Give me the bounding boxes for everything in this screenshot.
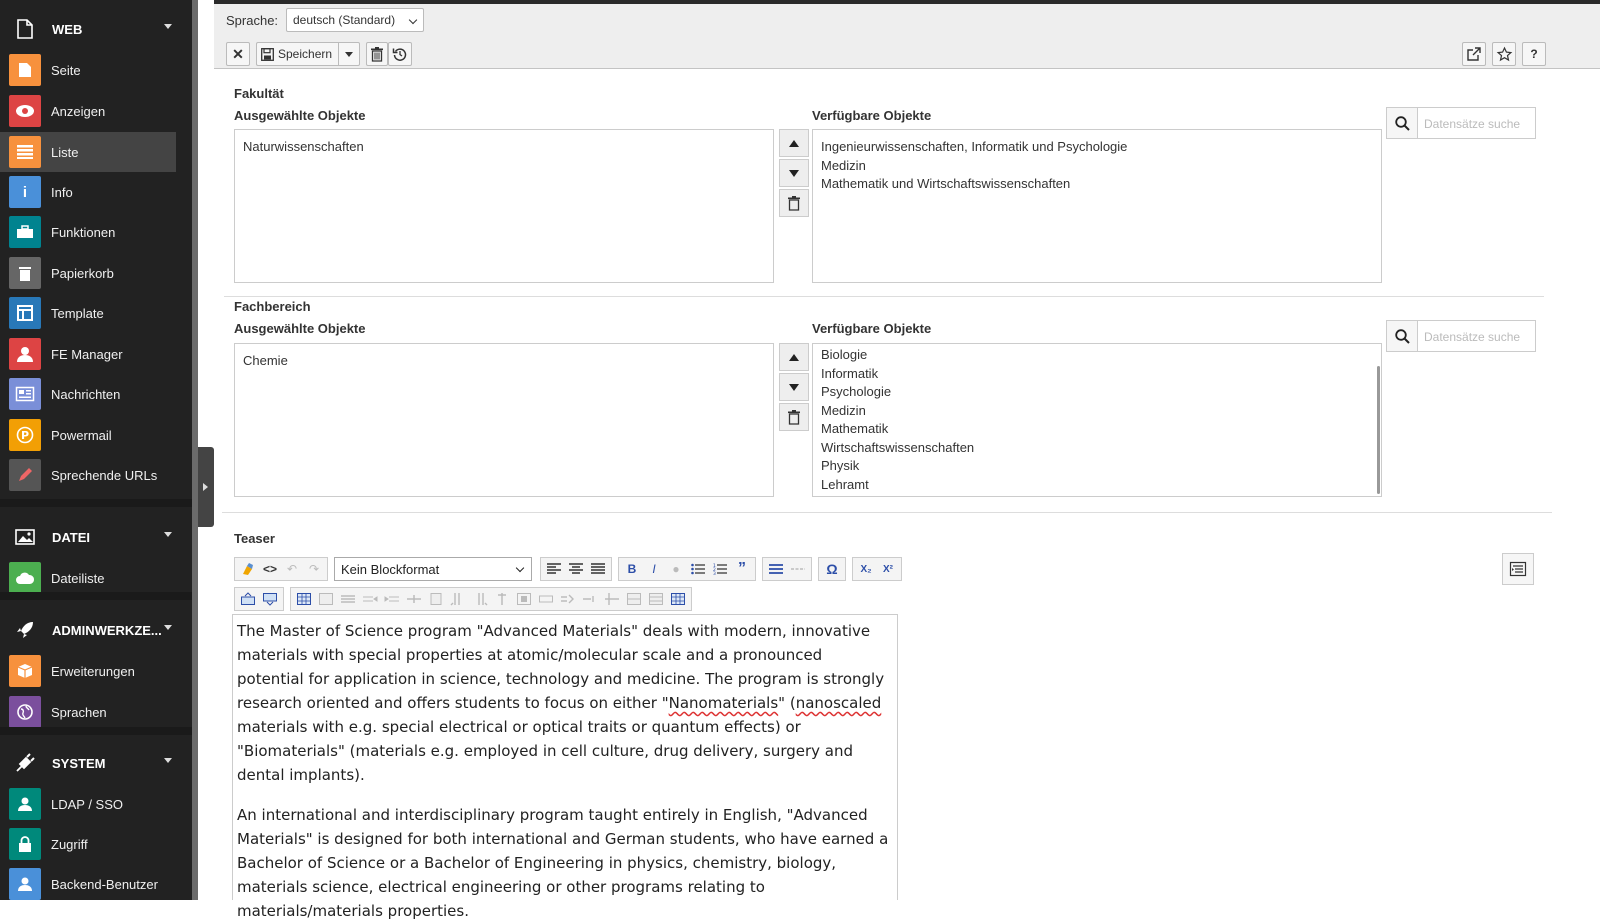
svg-text:3: 3 [713, 572, 716, 577]
row-insert-before-icon[interactable] [359, 589, 381, 609]
fachbereich-title: Fachbereich [234, 299, 311, 314]
fachbereich-available-title: Verfügbare Objekte [812, 321, 932, 336]
fachbereich-search [1386, 320, 1536, 352]
list-item[interactable]: Biologie [821, 347, 868, 362]
chevron-down-icon[interactable] [164, 625, 172, 630]
search-input[interactable]: Datensätze suche [1418, 320, 1536, 352]
close-button[interactable] [226, 42, 250, 66]
teaser-paragraph-1: The Master of Science program "Advanced Materials" deals with modern, innovative materials with special properties at atomic/molecular scale and a pronounced potential for application in science, technology and medicine. The program is strongly research oriented and offers students to focus on either "Nanomaterials" (nanoscaled materials with e.g. special electrical or optical traits or quantum effects) or "Biomaterials" (materials e.g. employed in cell culture, drug delivery, surgery and dental implants). [237, 622, 885, 784]
search-icon [1395, 329, 1410, 344]
search-icon [1395, 116, 1410, 131]
rte-group-blocks [234, 587, 284, 611]
rte-group-edit [234, 557, 328, 581]
toolbox-icon [9, 216, 41, 248]
info-icon: i [9, 176, 41, 208]
fakultaet-title: Fakultät [234, 86, 284, 101]
teaser-editor[interactable] [232, 614, 898, 920]
list-item[interactable]: Medizin [821, 402, 866, 418]
rte-group-rule [762, 557, 812, 581]
module-erweiterungen[interactable]: Erweiterungen [0, 651, 176, 691]
page-module-icon [9, 54, 41, 86]
fachbereich-order-buttons [779, 343, 809, 431]
save-options-dropdown[interactable] [338, 42, 360, 66]
column-delete-icon[interactable] [491, 589, 513, 609]
move-down-button[interactable] [779, 373, 809, 401]
teaser-title: Teaser [234, 531, 275, 546]
trash-icon [371, 47, 383, 61]
arrow-up-icon [789, 354, 799, 361]
table-restyle-icon[interactable] [645, 589, 667, 609]
rte-group-align [540, 557, 612, 581]
table-row-icon[interactable] [337, 589, 359, 609]
trash-icon [9, 257, 41, 289]
caret-down-icon [345, 52, 353, 57]
redo-icon[interactable]: ↷ [308, 562, 320, 576]
list-item[interactable]: Mathematik und Wirtschaftswissenschaften [821, 176, 1071, 191]
search-input[interactable]: Datensätze suche [1418, 107, 1536, 139]
arrow-down-icon [789, 170, 799, 177]
save-icon [261, 48, 274, 61]
search-button[interactable] [1386, 107, 1418, 139]
rte-group-special [818, 557, 846, 581]
code-icon[interactable]: <> [262, 562, 277, 576]
module-backend-benutzer[interactable]: Backend-Benutzer [0, 864, 176, 904]
undo-icon[interactable]: ↶ [286, 562, 298, 576]
cell-insert-after-icon[interactable] [557, 589, 579, 609]
package-icon [9, 655, 41, 687]
menu-group-label: WEB [52, 21, 83, 37]
menu-group-label: SYSTEM [52, 755, 106, 771]
svg-text:2: 2 [713, 568, 716, 573]
module-funktionen[interactable]: Funktionen [0, 212, 176, 252]
rte-group-script [852, 557, 902, 581]
template-icon [9, 297, 41, 329]
arrow-down-icon [789, 384, 799, 391]
module-nachrichten[interactable]: Nachrichten [0, 374, 176, 414]
list-item[interactable]: Psychologie [821, 384, 892, 399]
image-icon [15, 527, 35, 547]
fachbereich-selected-list[interactable] [234, 343, 774, 497]
column-properties-icon[interactable] [425, 589, 447, 609]
insert-block-before-icon[interactable] [237, 589, 259, 609]
module-template[interactable]: Template [0, 293, 176, 333]
fakultaet-order-buttons [779, 129, 809, 217]
text-editor-icon [1510, 562, 1526, 576]
insert-table-icon[interactable] [293, 589, 315, 609]
list-scrollbar[interactable] [1377, 366, 1380, 494]
trash-icon [788, 410, 800, 424]
indent-icon[interactable] [765, 559, 787, 579]
divider [222, 512, 1552, 513]
language-select[interactable]: deutsch (Standard) [286, 8, 424, 32]
history-icon [393, 47, 407, 61]
plug-icon [15, 753, 35, 773]
move-down-button[interactable] [779, 159, 809, 187]
lock-icon [9, 828, 41, 860]
open-in-new-window-button[interactable] [1462, 42, 1486, 66]
cell-properties-icon[interactable] [513, 589, 535, 609]
module-seite[interactable]: Seite [0, 50, 176, 90]
cell-split-icon[interactable] [601, 589, 623, 609]
delete-button[interactable] [366, 42, 388, 66]
fakultaet-selected-list[interactable] [234, 129, 774, 283]
arrow-up-icon [789, 140, 799, 147]
user-icon [9, 338, 41, 370]
numbered-list-icon[interactable] [709, 559, 731, 579]
module-zugriff[interactable]: Zugriff [0, 824, 176, 864]
menu-separator [0, 499, 192, 507]
rte-toolbar-row-1 [234, 557, 908, 581]
rocket-icon [15, 620, 35, 640]
blockquote-icon[interactable]: ” [738, 560, 746, 577]
divider [224, 296, 1544, 297]
history-button[interactable] [388, 42, 412, 66]
module-info[interactable]: i Info [0, 172, 176, 212]
blockformat-select[interactable]: Kein Blockformat [334, 557, 532, 581]
align-left-icon[interactable] [543, 559, 565, 579]
module-sprechende-urls[interactable]: Sprechende URLs [0, 455, 176, 495]
trash-icon [788, 196, 800, 210]
search-button[interactable] [1386, 320, 1418, 352]
cell-delete-icon[interactable] [579, 589, 601, 609]
list-item[interactable]: Informatik [821, 365, 879, 381]
svg-text:1: 1 [713, 564, 716, 569]
fakultaet-available-list[interactable] [812, 129, 1382, 283]
menu-separator [0, 727, 192, 735]
chevron-down-icon[interactable] [164, 758, 172, 763]
fachbereich-selected-title: Ausgewählte Objekte [234, 321, 366, 336]
module-ldap-sso[interactable]: LDAP / SSO [0, 784, 176, 824]
cell-merge-icon[interactable] [623, 589, 645, 609]
bold-icon[interactable]: B [627, 562, 637, 576]
module-sprachen[interactable]: Sprachen [0, 692, 176, 732]
superscript-icon[interactable]: X² [883, 563, 893, 575]
list-icon [9, 136, 41, 168]
rte-group-format [618, 557, 756, 581]
help-icon: ? [1530, 47, 1538, 61]
module-menu [0, 0, 192, 900]
language-label: Sprache: [226, 13, 279, 28]
toggle-borders-icon[interactable] [667, 589, 689, 609]
page-icon [15, 19, 35, 39]
align-center-icon[interactable] [565, 559, 587, 579]
rte-toolbar-row-2 [234, 587, 698, 611]
misspelled-word[interactable]: Nanomaterials [668, 694, 779, 712]
module-anzeigen[interactable]: Anzeigen [0, 91, 176, 131]
list-item[interactable]: Ingenieurwissenschaften, Informatik und Psychologie [821, 139, 1128, 154]
cell-insert-before-icon[interactable] [535, 589, 557, 609]
remove-item-button[interactable] [779, 189, 809, 217]
chevron-down-icon [409, 16, 417, 24]
powermail-icon [9, 419, 41, 451]
star-icon [1497, 47, 1512, 62]
list-item[interactable]: Physik [821, 458, 860, 473]
sidebar-collapse-toggle[interactable] [198, 447, 214, 527]
rte-fullscreen-button[interactable] [1502, 553, 1534, 585]
italic-icon[interactable]: I [652, 562, 656, 576]
content-area [214, 0, 1600, 920]
move-up-button[interactable] [779, 129, 809, 157]
list-item[interactable]: Mathematik [821, 421, 889, 436]
table-properties-icon[interactable] [315, 589, 337, 609]
module-liste[interactable]: Liste [0, 132, 176, 172]
doc-header [214, 4, 1600, 69]
user-icon [9, 868, 41, 900]
globe-icon [9, 696, 41, 728]
list-item[interactable]: Chemie [243, 353, 288, 368]
menu-group-system[interactable] [0, 743, 192, 783]
list-item[interactable]: Wirtschaftswissenschaften [821, 439, 975, 455]
fachbereich-available-list[interactable] [812, 343, 1382, 497]
fakultaet-search [1386, 107, 1536, 139]
teaser-paragraph-2: An international and interdisciplinary program taught entirely in English, "Advanced Materials" is designed for both international and German students, who have earned a Bachelor of Science or a Bachelor of Engineering in physics, chemistry, biology, materials science, electrical engineering or other programs relating to materials/materials properties. [237, 806, 889, 920]
menu-group-adminwerkzeuge[interactable] [0, 610, 192, 650]
close-icon: ✕ [232, 45, 244, 62]
list-item[interactable]: Lehramt [821, 476, 869, 492]
outdent-icon[interactable] [787, 559, 809, 579]
move-up-button[interactable] [779, 343, 809, 371]
remove-item-button[interactable] [779, 403, 809, 431]
module-powermail[interactable]: P Powermail [0, 415, 176, 455]
eye-icon [9, 95, 41, 127]
menu-group-label: ADMINWERKZE... [52, 622, 162, 638]
chevron-down-icon[interactable] [164, 24, 172, 29]
cloud-icon [9, 562, 41, 594]
module-fe-manager[interactable]: FE Manager [0, 334, 176, 374]
list-item[interactable]: Medizin [821, 157, 866, 173]
list-item[interactable]: Naturwissenschaften [243, 139, 364, 154]
svg-text:P: P [20, 429, 30, 442]
menu-group-datei[interactable] [0, 517, 192, 557]
menu-group-web[interactable] [0, 9, 192, 49]
link-icon[interactable]: ● [672, 562, 680, 576]
column-insert-after-icon[interactable] [469, 589, 491, 609]
save-button[interactable]: Speichern [256, 42, 338, 66]
insert-block-after-icon[interactable] [259, 589, 281, 609]
fakultaet-selected-title: Ausgewählte Objekte [234, 108, 366, 123]
subscript-icon[interactable]: X₂ [860, 563, 872, 575]
fakultaet-available-title: Verfügbare Objekte [812, 108, 932, 123]
users-icon [9, 788, 41, 820]
chevron-down-icon[interactable] [164, 532, 172, 537]
chevron-down-icon [516, 564, 524, 572]
external-link-icon [1467, 47, 1481, 61]
column-insert-before-icon[interactable] [447, 589, 469, 609]
pencil-icon [9, 459, 41, 491]
module-papierkorb[interactable]: Papierkorb [0, 253, 176, 293]
bookmark-button[interactable] [1492, 42, 1516, 66]
rte-group-table [290, 587, 692, 611]
clean-format-icon[interactable] [237, 559, 259, 579]
bulleted-list-icon[interactable] [687, 559, 709, 579]
module-dateiliste[interactable]: Dateiliste [0, 558, 176, 598]
special-character-icon[interactable]: Ω [826, 561, 838, 577]
align-justify-icon[interactable] [587, 559, 609, 579]
misspelled-word[interactable]: nanoscaled [795, 694, 882, 712]
menu-separator [0, 592, 192, 600]
menu-group-label: DATEI [52, 529, 91, 545]
newspaper-icon [9, 378, 41, 410]
row-delete-icon[interactable] [403, 589, 425, 609]
help-button[interactable] [1522, 42, 1546, 66]
row-insert-after-icon[interactable] [381, 589, 403, 609]
